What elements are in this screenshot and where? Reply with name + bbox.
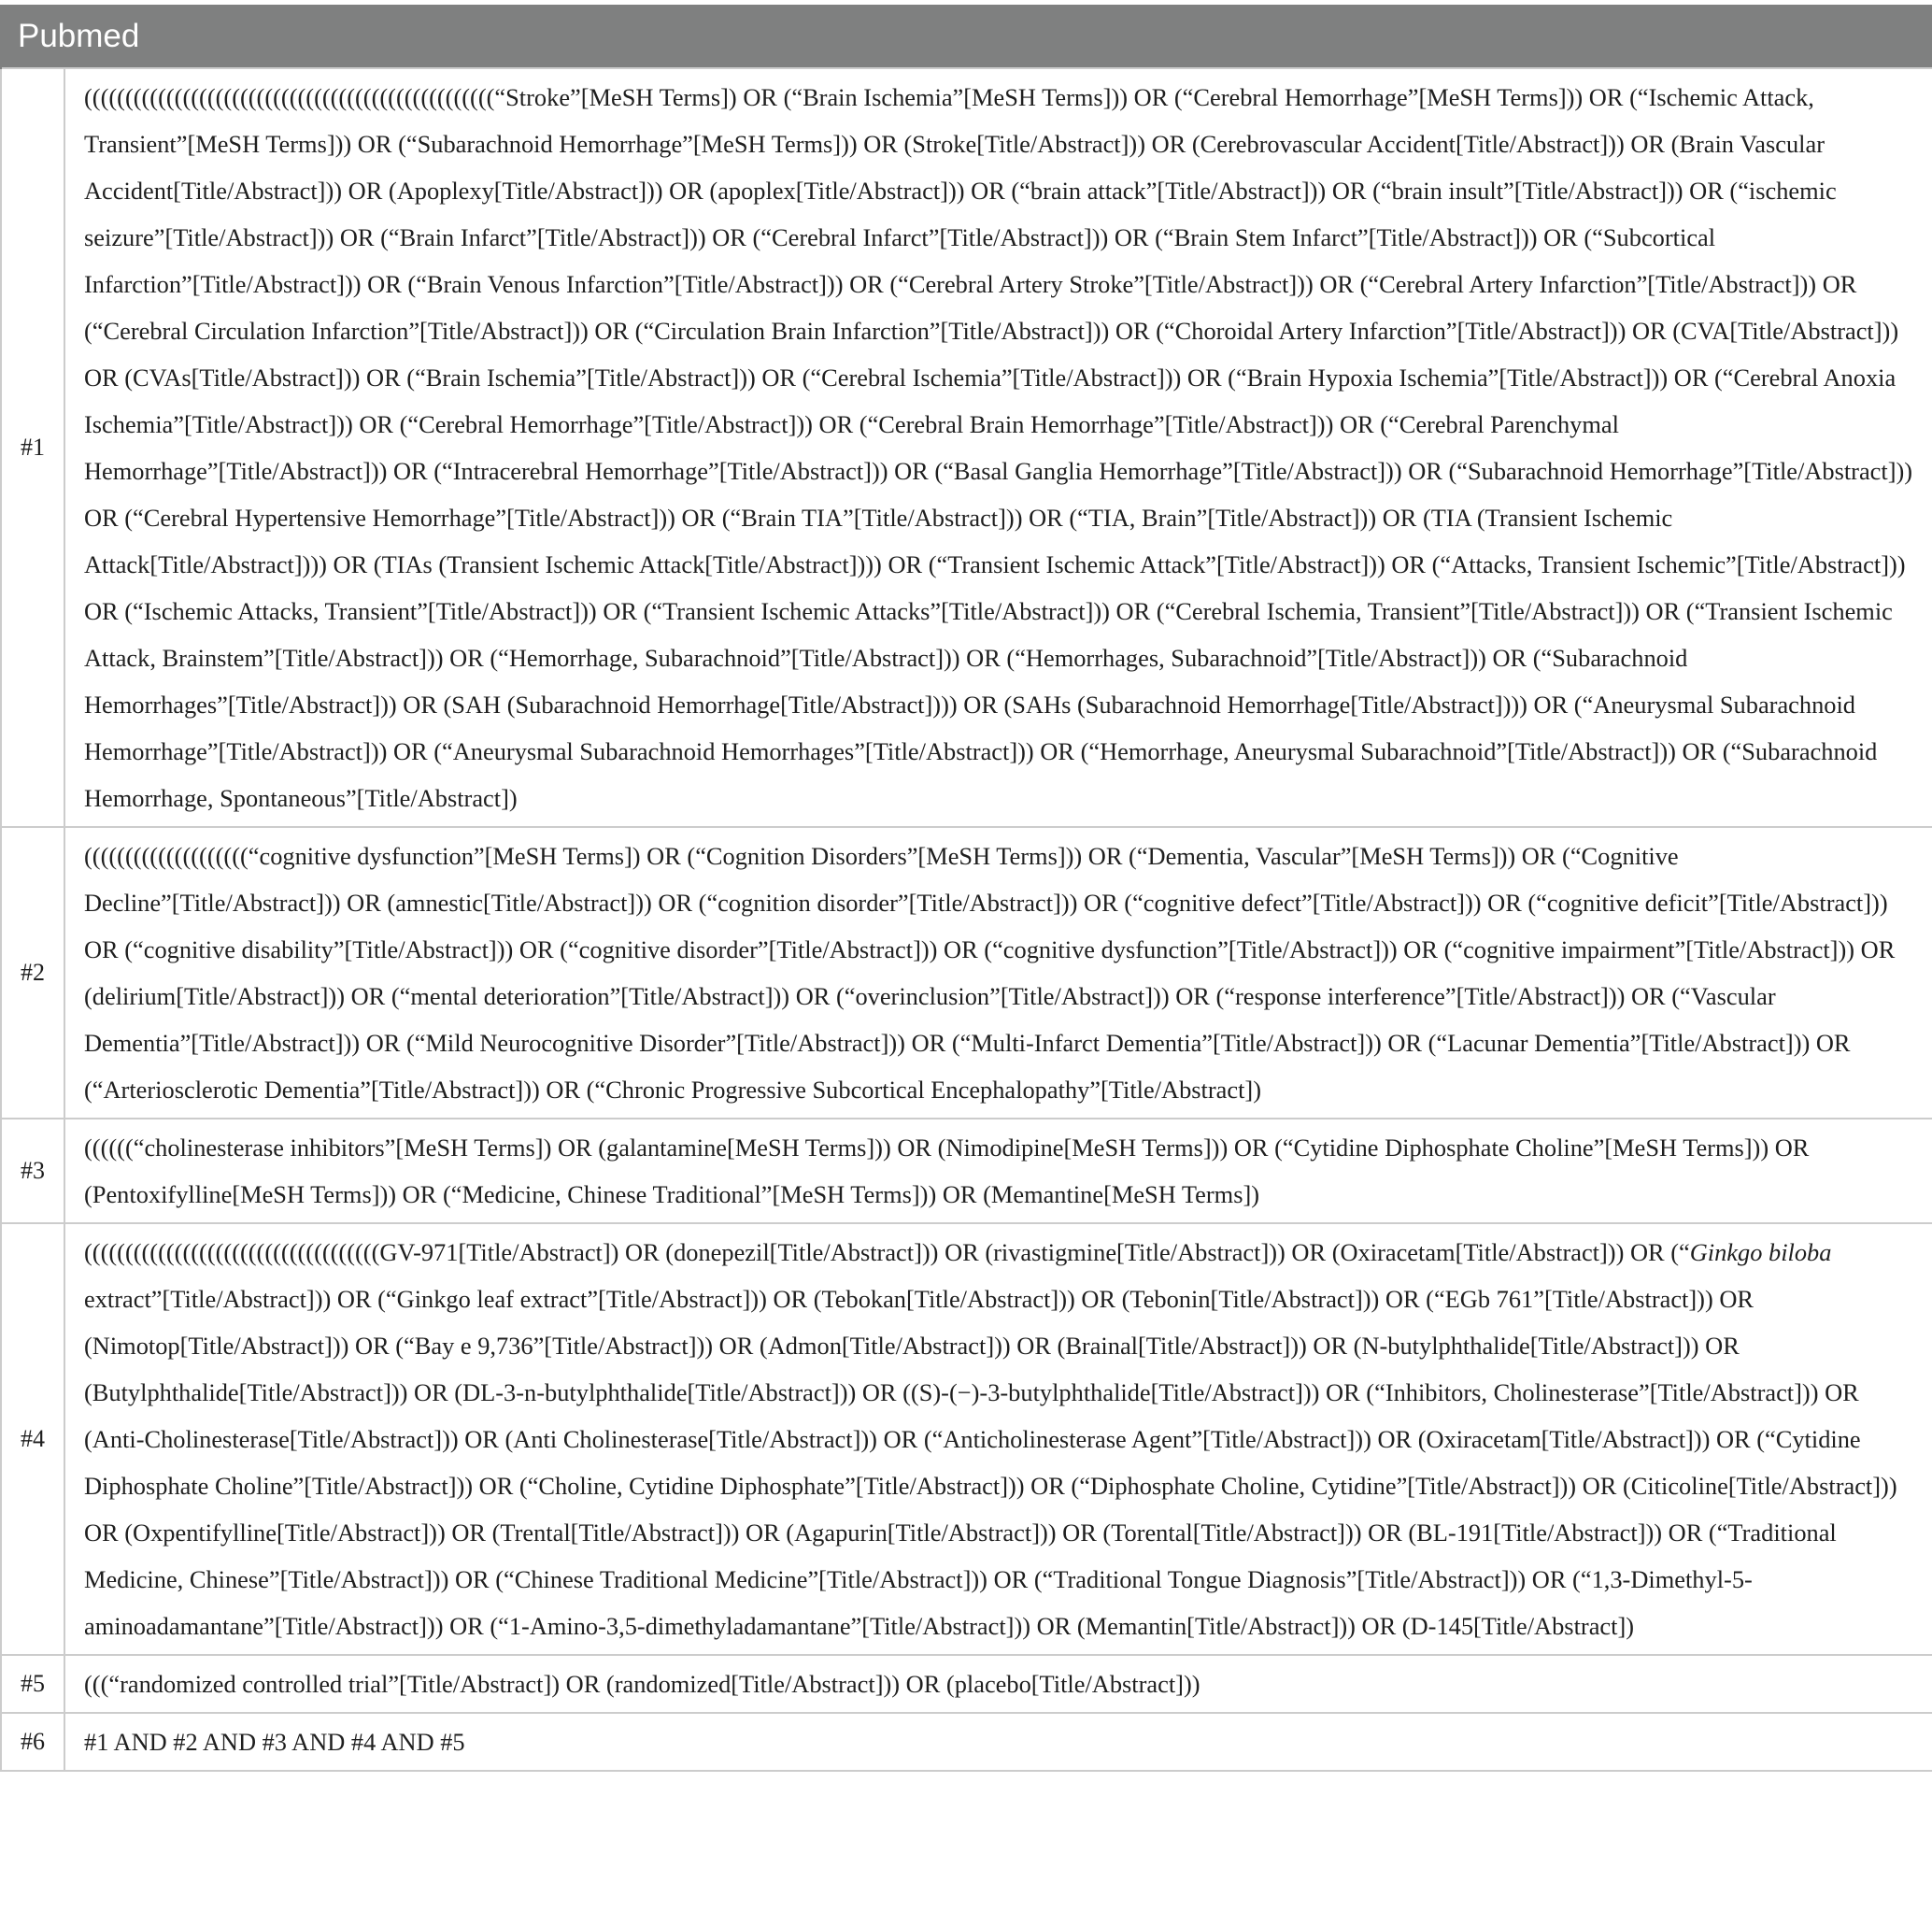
search-query: ((((((((((((((((((((“cognitive dysfunction”[MeSH Terms]) OR (“Cognition Disorders”[MeSH Terms])) OR (“Dementia, Vascular”[MeSH Terms])) OR (“Cognitive Decline”[Title/Abstract])) OR (amnestic[Title/Abstract])) OR (“cognition disorder”[Title/Abstract])) OR (“cognitive defect”[Title/Abstract])) OR (“cognitive deficit”[Title/Abstract])) OR (“cognitive disability”[Title/Abstract])) OR (“cognitive disorder”[Title/Abstract])) OR (“cognitive dysfunction”[Title/Abstract])) OR (“cognitive impairment”[Title/Abstract])) OR (delirium[Title/Abstract])) OR (“mental deterioration”[Title/Abstract])) OR (“overinclusion”[Title/Abstract])) OR (“response interference”[Title/Abstract])) OR (“Vascular Dementia”[Title/Abstract])) OR (“Mild Neurocognitive Disorder”[Title/Abstract])) OR (“Multi-Infarct Dementia”[Title/Abstract])) OR (“Lacunar Dementia”[Title/Abstract])) OR (“Arteriosclerotic Dementia”[Title/Abstract])) OR (“Chronic Progressive Subcortical Encephalopathy”[Title/Abstract]) (64, 827, 1932, 1119)
table-row (1, 1119, 1932, 1223)
search-strategy-table (0, 5, 1932, 1772)
table-row (1, 827, 1932, 1119)
row-number: #1 (1, 68, 64, 827)
search-strategy-table-container (0, 5, 1932, 1772)
search-query: ((((((“cholinesterase inhibitors”[MeSH Terms]) OR (galantamine[MeSH Terms])) OR (Nimodipine[MeSH Terms])) OR (“Cytidine Diphosphate Choline”[MeSH Terms])) OR (Pentoxifylline[MeSH Terms])) OR (“Medicine, Chinese Traditional”[MeSH Terms])) OR (Memantine[MeSH Terms]) (64, 1119, 1932, 1223)
table-row (1, 1223, 1932, 1655)
table-header-row (1, 5, 1932, 68)
row-number: #6 (1, 1713, 64, 1771)
database-header: Pubmed (1, 5, 1932, 68)
search-query: (((“randomized controlled trial”[Title/Abstract]) OR (randomized[Title/Abstract])) OR (placebo[Title/Abstract])) (64, 1655, 1932, 1713)
table-row (1, 68, 1932, 827)
row-number: #3 (1, 1119, 64, 1223)
search-query (64, 1223, 1932, 1655)
query-text-start: ((((((((((((((((((((((((((((((((((((GV-971[Title/Abstract]) OR (donepezil[Title/Abstract])) OR (rivastigmine[Title/Abstract])) OR (Oxiracetam[Title/Abstract])) OR (“ (84, 1238, 1690, 1266)
search-query: #1 AND #2 AND #3 AND #4 AND #5 (64, 1713, 1932, 1771)
query-text-end: extract”[Title/Abstract])) OR (“Ginkgo leaf extract”[Title/Abstract])) OR (Tebokan[Title/Abstract])) OR (Tebonin[Title/Abstract])) OR (“EGb 761”[Title/Abstract])) OR (Nimotop[Title/Abstract])) OR (“Bay e 9,736”[Title/Abstract])) OR (Admon[Title/Abstract])) OR (Brainal[Title/Abstract])) OR (N-butylphthalide[Title/Abstract])) OR (Butylphthalide[Title/Abstract])) OR (DL-3-n-butylphthalide[Title/Abstract])) OR ((S)-(−)-3-butylphthalide[Title/Abstract])) OR (“Inhibitors, Cholinesterase”[Title/Abstract])) OR (Anti-Cholinesterase[Title/Abstract])) OR (Anti Cholinesterase[Title/Abstract])) OR (“Anticholinesterase Agent”[Title/Abstract])) OR (Oxiracetam[Title/Abstract])) OR (“Cytidine Diphosphate Choline”[Title/Abstract])) OR (“Choline, Cytidine Diphosphate”[Title/Abstract])) OR (“Diphosphate Choline, Cytidine”[Title/Abstract])) OR (Citicoline[Title/Abstract])) OR (Oxpentifylline[Title/Abstract])) OR (Trental[Title/Abstract])) OR (Agapurin[Title/Abstract])) OR (Torental[Title/Abstract])) OR (BL-191[Title/Abstract])) OR (“Traditional Medicine, Chinese”[Title/Abstract])) OR (“Chinese Traditional Medicine”[Title/Abstract])) OR (“Traditional Tongue Diagnosis”[Title/Abstract])) OR (“1,3-Dimethyl-5-aminoadamantane”[Title/Abstract])) OR (“1-Amino-3,5-dimethyladamantane”[Title/Abstract])) OR (Memantin[Title/Abstract])) OR (D-145[Title/Abstract]) (84, 1285, 1897, 1640)
search-query: ((((((((((((((((((((((((((((((((((((((((((((((((((“Stroke”[MeSH Terms]) OR (“Brain Ischemia”[MeSH Terms])) OR (“Cerebral Hemorrhage”[MeSH Terms])) OR (“Ischemic Attack, Transient”[MeSH Terms])) OR (“Subarachnoid Hemorrhage”[MeSH Terms])) OR (Stroke[Title/Abstract])) OR (Cerebrovascular Accident[Title/Abstract])) OR (Brain Vascular Accident[Title/Abstract])) OR (Apoplexy[Title/Abstract])) OR (apoplex[Title/Abstract])) OR (“brain attack”[Title/Abstract])) OR (“brain insult”[Title/Abstract])) OR (“ischemic seizure”[Title/Abstract])) OR (“Brain Infarct”[Title/Abstract])) OR (“Cerebral Infarct”[Title/Abstract])) OR (“Brain Stem Infarct”[Title/Abstract])) OR (“Subcortical Infarction”[Title/Abstract])) OR (“Brain Venous Infarction”[Title/Abstract])) OR (“Cerebral Artery Stroke”[Title/Abstract])) OR (“Cerebral Artery Infarction”[Title/Abstract])) OR (“Cerebral Circulation Infarction”[Title/Abstract])) OR (“Circulation Brain Infarction”[Title/Abstract])) OR (“Choroidal Artery Infarction”[Title/Abstract])) OR (CVA[Title/Abstract])) OR (CVAs[Title/Abstract])) OR (“Brain Ischemia”[Title/Abstract])) OR (“Cerebral Ischemia”[Title/Abstract])) OR (“Brain Hypoxia Ischemia”[Title/Abstract])) OR (“Cerebral Anoxia Ischemia”[Title/Abstract])) OR (“Cerebral Hemorrhage”[Title/Abstract])) OR (“Cerebral Brain Hemorrhage”[Title/Abstract])) OR (“Cerebral Parenchymal Hemorrhage”[Title/Abstract])) OR (“Intracerebral Hemorrhage”[Title/Abstract])) OR (“Basal Ganglia Hemorrhage”[Title/Abstract])) OR (“Subarachnoid Hemorrhage”[Title/Abstract])) OR (“Cerebral Hypertensive Hemorrhage”[Title/Abstract])) OR (“Brain TIA”[Title/Abstract])) OR (“TIA, Brain”[Title/Abstract])) OR (TIA (Transient Ischemic Attack[Title/Abstract]))) OR (TIAs (Transient Ischemic Attack[Title/Abstract]))) OR (“Transient Ischemic Attack”[Title/Abstract])) OR (“Attacks, Transient Ischemic”[Title/Abstract])) OR (“Ischemic Attacks, Transient”[Title/Abstract])) OR (“Transient Ischemic Attacks”[Title/Abstract])) OR (“Cerebral Ischemia, Transient”[Title/Abstract])) OR (“Transient Ischemic Attack, Brainstem”[Title/Abstract])) OR (“Hemorrhage, Subarachnoid”[Title/Abstract])) OR (“Hemorrhages, Subarachnoid”[Title/Abstract])) OR (“Subarachnoid Hemorrhages”[Title/Abstract])) OR (SAH (Subarachnoid Hemorrhage[Title/Abstract]))) OR (SAHs (Subarachnoid Hemorrhage[Title/Abstract]))) OR (“Aneurysmal Subarachnoid Hemorrhage”[Title/Abstract])) OR (“Aneurysmal Subarachnoid Hemorrhages”[Title/Abstract])) OR (“Hemorrhage, Aneurysmal Subarachnoid”[Title/Abstract])) OR (“Subarachnoid Hemorrhage, Spontaneous”[Title/Abstract]) (64, 68, 1932, 827)
table-row (1, 1713, 1932, 1771)
row-number: #2 (1, 827, 64, 1119)
query-text-italic: Ginkgo biloba (1689, 1238, 1832, 1266)
row-number: #4 (1, 1223, 64, 1655)
row-number: #5 (1, 1655, 64, 1713)
table-row (1, 1655, 1932, 1713)
